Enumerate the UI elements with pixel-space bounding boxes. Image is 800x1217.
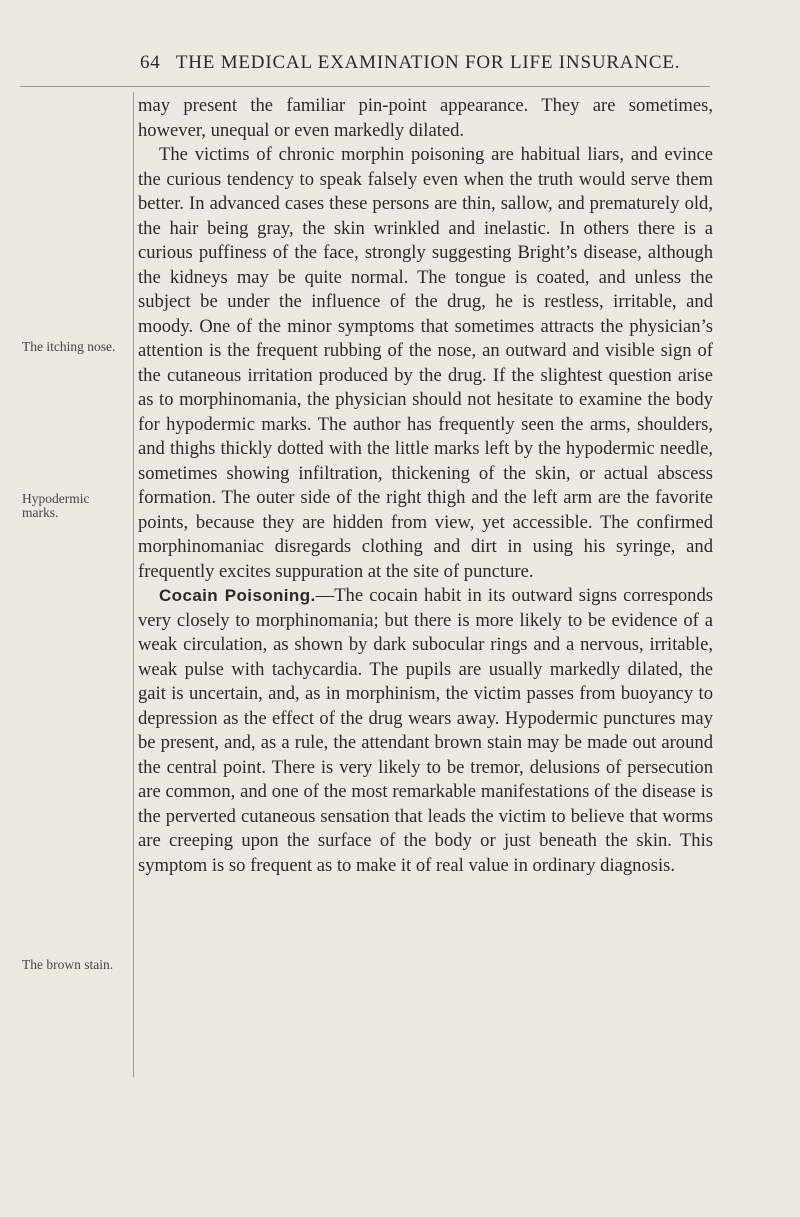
margin-note-hypodermic-marks: Hypodermic marks. <box>22 491 90 520</box>
margin-note-brown-stain: The brown stain. <box>22 957 114 972</box>
header-rule <box>20 86 710 87</box>
running-title: THE MEDICAL EXAMINATION FOR LIFE INSURANCE. <box>175 52 681 73</box>
margin-rule <box>133 92 134 1077</box>
cocain-text: —The cocain habit in its outward signs corresponds very closely to morphinomania; but there is more likely to be evidence of a weak circulation, as shown by dark subocular rings and a nervous, irritable, weak pulse with tachycardia. The pupils are usually markedly dilated, the gait is uncertain, and, as in morphinism, the victim passes from buoyancy to depression as the effect of the drug wears away. Hypodermic punctures may be present, and, as a rule, the attendant brown stain may be made out around the central point. There is very likely to be tremor, delusions of persecution are common, and one of the most remarkable manifestations of the disease is the perverted cutaneous sensation that leads the victim to believe that worms are creeping upon the surface of the body or just beneath the skin. This symptom is so frequent as to make it of real value in ordinary diagnosis. <box>138 585 713 876</box>
paragraph-morphin: The victims of chronic morphin poisoning are habitual liars, and evince the curious tendency to speak falsely even when the truth would serve them better. In advanced cases these persons are thin, sallow, and prematurely old, the hair being gray, the skin wrinkled and inelastic. In others there is a curious puffiness of the face, strongly suggesting Bright’s disease, although the kidneys may be quite normal. The tongue is coated, and unless the subject be under the influence of the drug, he is restless, irritable, and moody. One of the minor symptoms that sometimes attracts the physician’s attention is the frequent rubbing of the nose, an outward and visible sign of the cutaneous irritation produced by the drug. If the slightest question arise as to morphinomania, the physician should not hesitate to examine the body for hypodermic marks. The author has frequently seen the arms, shoulders, and thighs thickly dotted with the little marks left by the hypodermic needle, sometimes showing infiltration, thickening of the skin, or actual abscess formation. The outer side of the right thigh and the left arm are the favorite points, because they are hidden from view, yet accessible. The confirmed morphinomaniac disregards clothing and dirt in using his syringe, and frequently excites suppuration at the site of puncture. <box>138 144 713 582</box>
paragraph-continued: may present the familiar pin-point appearance. They are sometimes, however, unequal or even markedly dilated. <box>138 95 713 141</box>
margin-note-itching-nose: The itching nose. <box>22 339 116 354</box>
paragraph-cocain <box>138 584 713 878</box>
running-header <box>140 52 680 74</box>
body-text <box>138 94 713 878</box>
page-number: 64 <box>140 52 161 73</box>
section-heading-cocain: Cocain Poisoning. <box>159 586 316 605</box>
